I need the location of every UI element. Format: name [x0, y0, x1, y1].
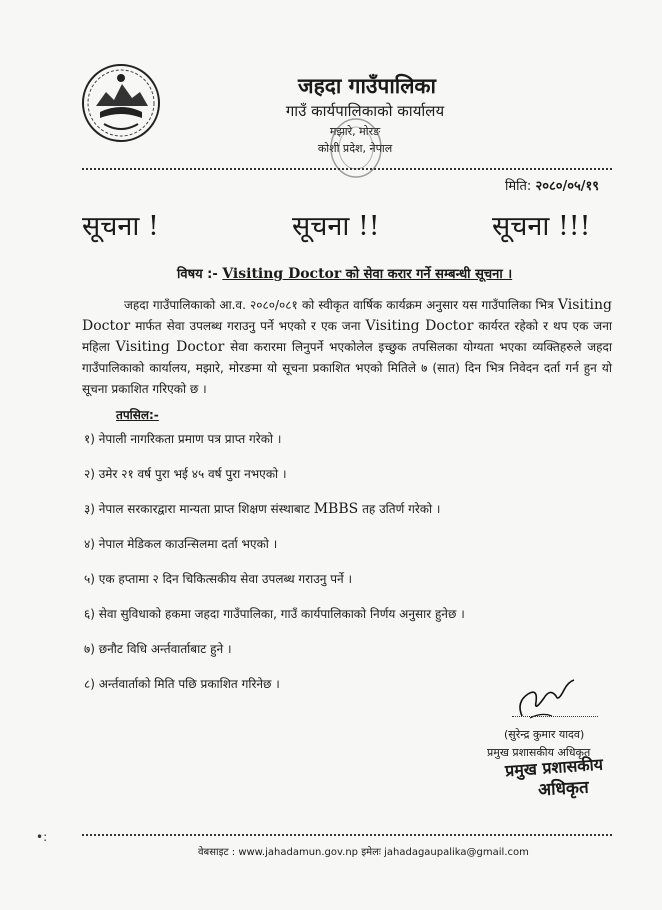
details-heading: तपसिल:- — [116, 408, 159, 422]
date-label: मिति: — [505, 179, 532, 194]
footer-divider — [82, 834, 612, 836]
email-link[interactable]: jahadagaupalika@gmail.com — [384, 847, 529, 858]
date-value: २०८०/०५/१९ — [535, 179, 600, 194]
list-item: ५) एक हप्तामा २ दिन चिकित्सकीय सेवा उपलब्ध गराउनु पर्ने । — [84, 572, 353, 586]
notice-heading-1: सूचना ! — [82, 211, 159, 242]
list-item: १) नेपाली नागरिकता प्रमाण पत्र प्राप्त गरेको । — [84, 432, 282, 446]
list-item: ७) छनौट विधि अर्न्तवार्ताबाट हुने । — [84, 642, 232, 656]
designation-stamp-sub: अधिकृत — [537, 777, 590, 801]
item-3-post: तह उतिर्ण गरेको । — [362, 502, 441, 516]
item-3-pre: ३) नेपाल सरकारद्वारा मान्यता प्राप्त शिक्षण संस्थाबाट — [84, 502, 310, 516]
requirements-list — [84, 430, 465, 710]
subject-text — [222, 267, 512, 282]
footer — [198, 844, 529, 858]
subject-line — [177, 264, 512, 282]
notice-body — [82, 295, 612, 400]
address-line-1: मझारे, मोरङ — [329, 125, 381, 138]
office-name: गाउँ कार्यपालिकाको कार्यालय — [285, 102, 445, 120]
date-line — [505, 176, 599, 194]
government-emblem — [80, 62, 162, 144]
body-english-1: Visiting Doctor — [82, 297, 612, 334]
office-stamp — [328, 116, 384, 180]
item-3-english: MBBS — [313, 501, 359, 517]
scan-mark: •: — [36, 830, 48, 844]
email-label: इमेलः — [361, 847, 381, 858]
body-part-3: कार्यरत रहेको र थप एक जना महिला — [82, 319, 612, 354]
subject-label: विषय :- — [177, 267, 218, 282]
signature-line — [512, 716, 598, 717]
notice-heading-3: सूचना !!! — [492, 211, 591, 242]
body-english-2: Visiting Doctor — [365, 318, 474, 334]
list-item: २) उमेर २१ वर्ष पुरा भई ४५ वर्ष पुरा नभएको । — [84, 467, 287, 481]
notice-heading-2: सूचना !! — [292, 211, 380, 242]
body-part-4: सेवा करारमा लिनुपर्ने भएकोलेल इच्छुक तपसिलका योग्यता भएका व्यक्तिहरुले जहदा गाउँपालिकाको कार्यालय, मझारे, मोरङमा यो सूचना प्रकाशित भएको मितिले ७ (सात) दिन भित्र निवेदन दर्ता गर्न हुन यो सूचना प्रकाशित गरिएको छ । — [82, 340, 612, 396]
body-part-1: जहदा गाउँपालिकाको आ.व. २०८०/०८१ को स्वीकृत वार्षिक कार्यक्रम अनुसार यस गाउँपालिका भित्र — [124, 298, 554, 312]
signer-name: (सुरेन्द्र कुमार यादव) — [504, 728, 585, 741]
subject-english: Visiting Doctor — [222, 266, 342, 282]
body-part-2: मार्फत सेवा उपलब्ध गराउनु पर्ने भएको र एक जना — [135, 319, 361, 333]
list-item: ४) नेपाल मेडिकल काउन्सिलमा दर्ता भएको । — [84, 537, 278, 551]
designation-stamp: प्रमुख प्रशासकीय — [504, 754, 604, 781]
list-item: ८) अर्न्तवार्ताको मिति पछि प्रकाशित गरिनेछ । — [84, 677, 280, 691]
org-name: जहदा गाउँपालिका — [297, 74, 436, 98]
website-link[interactable]: www.jahadamun.gov.np — [238, 847, 359, 858]
website-label: वेबसाइट : — [198, 847, 236, 858]
signer-title: प्रमुख प्रशासकीय अधिकृत — [487, 746, 591, 759]
subject-rest: को सेवा करार गर्ने सम्बन्धी सूचना । — [345, 267, 513, 282]
header-divider — [82, 168, 612, 170]
list-item — [84, 500, 465, 535]
list-item: ६) सेवा सुविधाको हकमा जहदा गाउँपालिका, गाउँ कार्यपालिकाको निर्णय अनुसार हुनेछ । — [84, 607, 465, 621]
body-english-3: Visiting Doctor — [115, 339, 225, 355]
address-line-2: कोशी प्रदेश, नेपाल — [317, 142, 393, 155]
